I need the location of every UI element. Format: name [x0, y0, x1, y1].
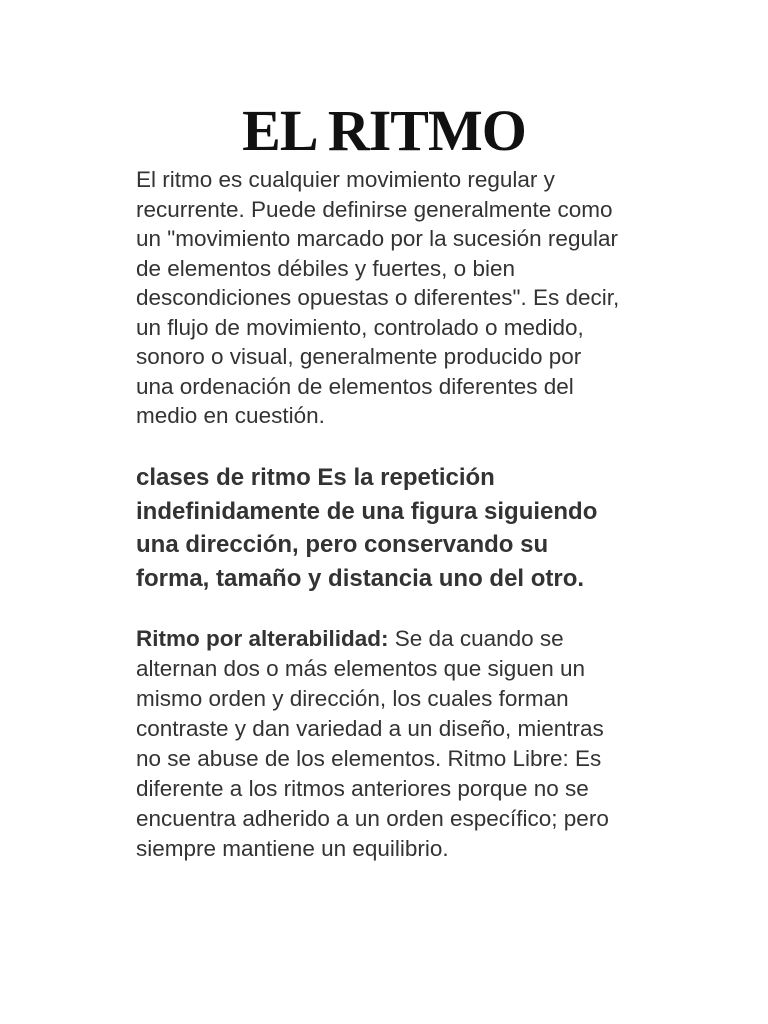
classes-line: clases de ritmo Es la repetición — [136, 464, 495, 491]
classes-line: una dirección, pero conservando su — [136, 531, 549, 558]
classes-line: forma, tamaño y distancia uno del otro. — [136, 564, 585, 592]
intro-paragraph — [136, 165, 684, 431]
alter-line: alternan dos o más elementos que siguen un — [136, 656, 586, 681]
rhythm-classes-paragraph — [136, 461, 684, 595]
alterability-paragraph — [136, 624, 684, 864]
classes-line: indefinidamente de una figura siguiendo — [136, 497, 598, 525]
intro-line: una ordenación de elementos diferentes del — [136, 373, 574, 399]
intro-line: un "movimiento marcado por la sucesión regular — [136, 226, 618, 251]
intro-line: recurrente. Puede definirse generalmente como — [136, 196, 613, 222]
intro-line: El ritmo es cualquier movimiento regular y — [136, 167, 555, 192]
intro-line: de elementos débiles y fuertes, o bien — [136, 255, 515, 281]
alter-first-line-text: Se da cuando se — [388, 626, 564, 651]
alter-line: siempre mantiene un equilibrio. — [136, 836, 449, 861]
alter-line: contraste y dan variedad a un diseño, mientras — [136, 716, 604, 741]
intro-line: sonoro o visual, generalmente producido por — [136, 344, 582, 369]
alter-line: encuentra adherido a un orden específico; pero — [136, 806, 609, 831]
page-title: EL RITMO — [242, 98, 526, 163]
intro-line: descondiciones opuestas o diferentes". Es decir, — [136, 285, 620, 310]
alter-line: diferente a los ritmos anteriores porque no se — [136, 776, 589, 801]
intro-line: medio en cuestión. — [136, 403, 325, 428]
alter-first-line — [136, 624, 684, 654]
alter-line: no se abuse de los elementos. Ritmo Libre: Es — [136, 746, 602, 771]
intro-line: un flujo de movimiento, controlado o medido, — [136, 314, 584, 340]
alterability-heading: Ritmo por alterabilidad: — [136, 626, 389, 651]
alter-line: mismo orden y dirección, los cuales forman — [136, 686, 569, 711]
